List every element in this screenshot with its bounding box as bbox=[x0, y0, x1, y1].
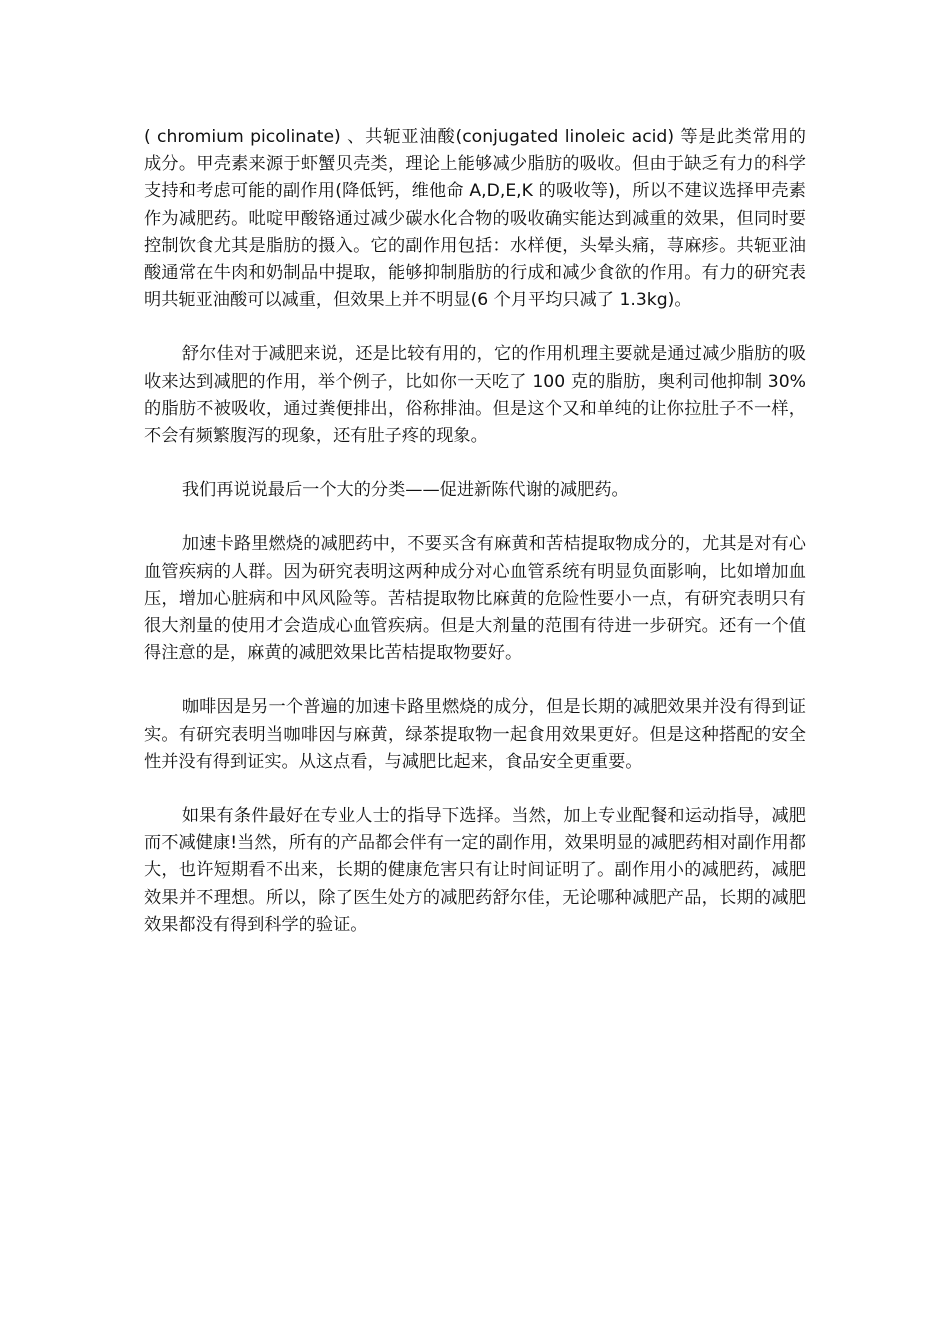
paragraph-metabolism-intro: 我们再说说最后一个大的分类——促进新陈代谢的减肥药。 bbox=[181, 480, 629, 501]
paragraph-conclusion: 如果有条件最好在专业人士的指导下选择。当然，加上专业配餐和运动指导，减肥而不减健康!当然，所有的产品都会伴有一定的副作用，效果明显的减肥药相对副作用都大，也许短期看不出来，长期的健康危害只有让时间证明了。副作用小的减肥药，减肥效果并不理想。所以，除了医生处方的减肥药舒尔佳，无论哪种减肥产品，长期的减肥效果都没有得到科学的验证。 bbox=[144, 806, 806, 935]
paragraph-orlistat: 舒尔佳对于减肥来说，还是比较有用的，它的作用机理主要就是通过减少脂肪的吸收来达到减肥的作用，举个例子，比如你一天吃了 100 克的脂肪，奥利司他抑制 30%的脂肪不被吸收，通过粪便排出，俗称排油。但是这个又和单纯的让你拉肚子不一样，不会有频繁腹泻的现象，还有肚子疼的现象。 bbox=[144, 344, 806, 447]
paragraph-ingredients: ( chromium picolinate) 、共轭亚油酸(conjugated linoleic acid) 等是此类常用的成分。甲壳素来源于虾蟹贝壳类，理论上能够减少脂肪的吸收。但由于缺乏有力的科学支持和考虑可能的副作用(降低钙，维他命 A,D,E,K 的吸收等)，所以不建议选择甲壳素作为减肥药。吡啶甲酸铬通过减少碳水化合物的吸收确实能达到减重的效果，但同时要控制饮食尤其是脂肪的摄入。它的副作用包括：水样便，头晕头痛，荨麻疹。共轭亚油酸通常在牛肉和奶制品中提取，能够抑制脂肪的行成和减少食欲的作用。有力的研究表明共轭亚油酸可以减重，但效果上并不明显(6 个月平均只减了 1.3kg)。 bbox=[144, 127, 806, 311]
paragraph-caffeine: 咖啡因是另一个普遍的加速卡路里燃烧的成分，但是长期的减肥效果并没有得到证实。有研究表明当咖啡因与麻黄，绿茶提取物一起食用效果更好。但是这种搭配的安全性并没有得到证实。从这点看，与减肥比起来，食品安全更重要。 bbox=[144, 697, 806, 772]
paragraph-ephedra: 加速卡路里燃烧的减肥药中，不要买含有麻黄和苦桔提取物成分的，尤其是对有心血管疾病的人群。因为研究表明这两种成分对心血管系统有明显负面影响，比如增加血压，增加心脏病和中风风险等。苦桔提取物比麻黄的危险性要小一点，有研究表明只有很大剂量的使用才会造成心血管疾病。但是大剂量的范围有待进一步研究。还有一个值得注意的是，麻黄的减肥效果比苦桔提取物要好。 bbox=[144, 534, 806, 664]
document-body bbox=[144, 124, 806, 966]
